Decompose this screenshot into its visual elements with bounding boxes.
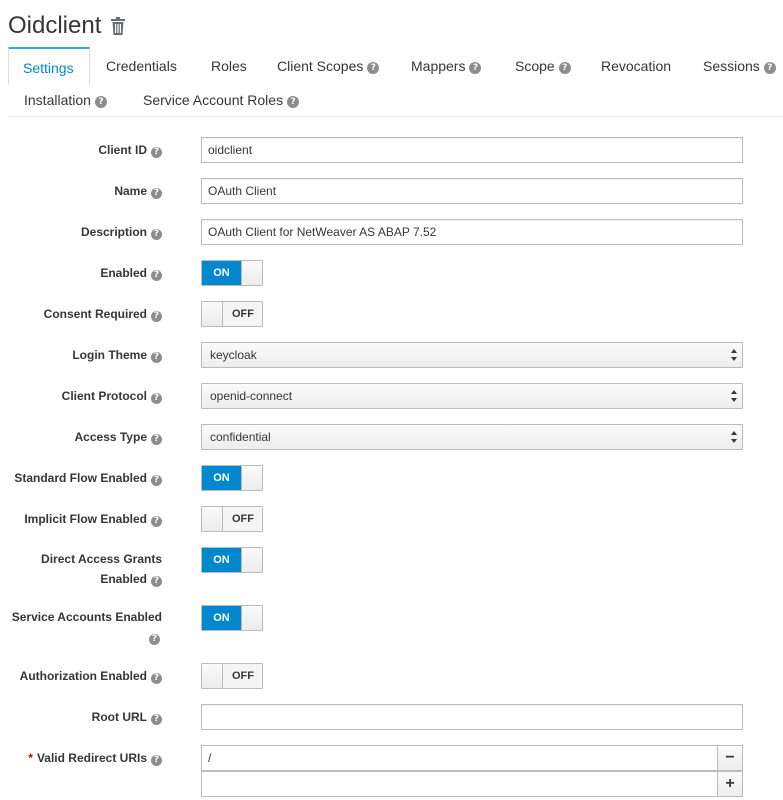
toggle-handle <box>241 466 263 490</box>
standard-flow-toggle[interactable] <box>201 465 263 491</box>
field-label <box>100 263 162 283</box>
tab-label: Roles <box>211 58 247 74</box>
tab-divider <box>8 116 783 117</box>
description-input[interactable]: OAuth Client for NetWeaver AS ABAP 7.52 <box>201 219 743 245</box>
toggle-state: OFF <box>223 507 263 531</box>
field-label <box>14 468 162 488</box>
label-text: Login Theme <box>72 348 147 362</box>
enabled-toggle[interactable] <box>201 260 263 286</box>
tab-sessions[interactable] <box>689 47 776 85</box>
help-icon[interactable]: ? <box>95 96 107 108</box>
help-icon[interactable]: ? <box>149 634 160 645</box>
label-text: Enabled <box>100 266 147 280</box>
field-label <box>44 304 162 324</box>
tab-label: Revocation <box>601 58 672 74</box>
tab-label: Credentials <box>106 58 177 74</box>
tab-scope[interactable] <box>501 47 585 85</box>
redirect-uri-new-input[interactable] <box>201 771 718 797</box>
client-protocol-select[interactable] <box>201 383 743 409</box>
help-icon[interactable]: ? <box>559 62 571 74</box>
tab-label: Sessions <box>703 58 760 74</box>
tab-label: Service Account Roles <box>143 92 284 108</box>
authorization-toggle[interactable] <box>201 663 263 689</box>
root-url-input[interactable] <box>201 704 743 730</box>
tab-roles[interactable] <box>197 47 261 85</box>
tab-revocation[interactable] <box>587 47 685 85</box>
help-icon[interactable]: ? <box>287 96 299 108</box>
client-id-input[interactable]: oidclient <box>201 137 743 163</box>
access-type-select[interactable] <box>201 424 743 450</box>
select-value: openid-connect <box>210 389 293 403</box>
tab-settings[interactable] <box>8 47 90 85</box>
label-text: Root URL <box>91 710 147 724</box>
help-icon[interactable]: ? <box>151 147 162 158</box>
tab-label: Mappers <box>411 58 466 74</box>
help-icon[interactable]: ? <box>151 434 162 445</box>
help-icon[interactable]: ? <box>151 576 162 587</box>
tab-installation[interactable] <box>10 85 121 115</box>
title-row <box>8 8 127 44</box>
help-icon[interactable]: ? <box>151 270 162 281</box>
label-text: Enabled <box>100 572 147 586</box>
label-text: Valid Redirect URIs <box>36 751 147 765</box>
tab-label: Settings <box>23 60 74 76</box>
select-value: keycloak <box>210 348 257 362</box>
direct-access-grants-toggle[interactable] <box>201 547 263 573</box>
help-icon[interactable]: ? <box>469 62 481 74</box>
toggle-state: ON <box>202 466 241 490</box>
tab-credentials[interactable] <box>92 47 191 85</box>
toggle-state: OFF <box>223 664 263 688</box>
label-text: Client ID <box>98 143 147 157</box>
tab-client-scopes[interactable] <box>263 47 393 85</box>
toggle-handle <box>202 302 223 326</box>
select-caret-icon <box>730 347 738 363</box>
help-icon[interactable]: ? <box>151 673 162 684</box>
help-icon[interactable]: ? <box>151 755 162 766</box>
required-mark: * <box>28 751 33 765</box>
field-label <box>24 509 162 529</box>
help-icon[interactable]: ? <box>151 714 162 725</box>
select-caret-icon <box>730 429 738 445</box>
field-label <box>62 386 162 406</box>
help-icon[interactable]: ? <box>151 475 162 486</box>
label-text: Authorization Enabled <box>19 669 147 683</box>
tab-service-account-roles[interactable] <box>129 85 313 115</box>
add-uri-button[interactable]: + <box>717 771 743 797</box>
select-caret-icon <box>730 388 738 404</box>
toggle-handle <box>241 548 263 572</box>
help-icon[interactable]: ? <box>151 311 162 322</box>
help-icon[interactable]: ? <box>151 352 162 363</box>
tab-label: Client Scopes <box>277 58 364 74</box>
label-text: Consent Required <box>43 307 147 321</box>
field-label <box>28 748 162 768</box>
help-icon[interactable]: ? <box>151 229 162 240</box>
login-theme-select[interactable] <box>201 342 743 368</box>
help-icon[interactable]: ? <box>367 62 379 74</box>
field-label <box>41 549 162 589</box>
field-label <box>92 707 162 727</box>
name-input[interactable]: OAuth Client <box>201 178 743 204</box>
label-text: Access Type <box>74 430 147 444</box>
field-label <box>81 222 162 242</box>
label-text: Description <box>80 225 147 239</box>
trash-icon[interactable] <box>111 17 127 35</box>
redirect-uri-input[interactable]: / <box>201 745 718 771</box>
remove-uri-button[interactable]: − <box>717 745 743 771</box>
toggle-handle <box>202 664 223 688</box>
help-icon[interactable]: ? <box>764 62 776 74</box>
toggle-state: OFF <box>223 302 263 326</box>
help-icon[interactable]: ? <box>151 393 162 404</box>
toggle-state: ON <box>202 606 241 630</box>
tab-mappers[interactable] <box>397 47 495 85</box>
tab-label: Installation <box>24 92 91 108</box>
field-label <box>20 666 162 686</box>
field-label <box>75 427 163 447</box>
label-text: Implicit Flow Enabled <box>24 512 147 526</box>
help-icon[interactable]: ? <box>151 188 162 199</box>
page-title: Oidclient <box>8 12 102 39</box>
toggle-state: ON <box>202 548 241 572</box>
consent-required-toggle[interactable] <box>201 301 263 327</box>
help-icon[interactable]: ? <box>151 516 162 527</box>
field-label <box>98 140 162 160</box>
tab-bar <box>8 47 783 85</box>
label-text: Name <box>114 184 147 198</box>
field-label <box>12 607 162 647</box>
toggle-handle <box>241 261 263 285</box>
field-label <box>114 181 162 201</box>
select-value: confidential <box>210 430 271 444</box>
field-label <box>72 345 162 365</box>
toggle-state: ON <box>202 261 241 285</box>
implicit-flow-toggle[interactable] <box>201 506 263 532</box>
toggle-handle <box>241 606 263 630</box>
toggle-handle <box>202 507 223 531</box>
service-accounts-toggle[interactable] <box>201 605 263 631</box>
label-text: Standard Flow Enabled <box>14 471 147 485</box>
label-text: Direct Access Grants <box>41 552 162 566</box>
label-text: Service Accounts Enabled <box>11 610 162 624</box>
label-text: Client Protocol <box>61 389 147 403</box>
tab-label: Scope <box>515 58 555 74</box>
